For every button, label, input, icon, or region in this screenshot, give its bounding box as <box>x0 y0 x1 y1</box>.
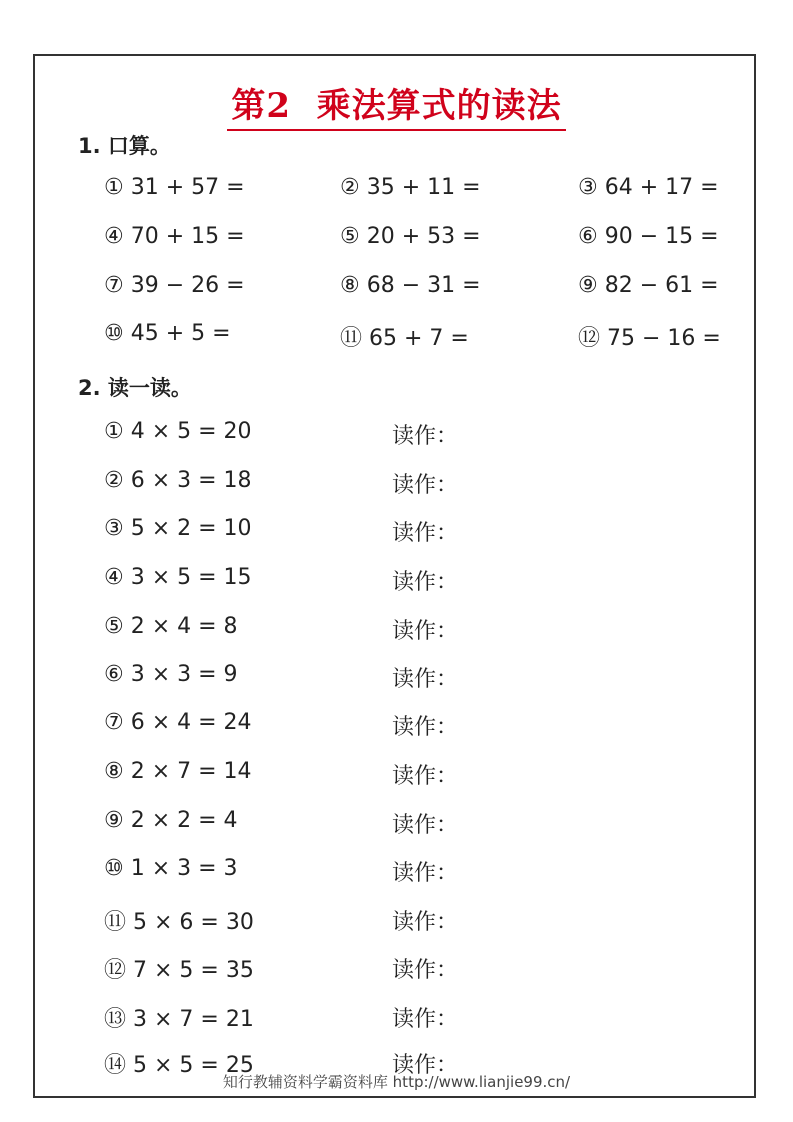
read-label: 读作： <box>392 521 459 546</box>
read-label: 读作： <box>392 619 459 644</box>
read-expression: ⑩ 1 × 3 = 3 <box>104 856 238 881</box>
read-label: 读作： <box>392 813 459 838</box>
read-expression: ⑨ 2 × 2 = 4 <box>104 808 238 833</box>
read-expression: ⑧ 2 × 7 = 14 <box>104 759 252 784</box>
read-label: 读作： <box>392 958 459 983</box>
read-label: 读作： <box>392 861 459 886</box>
read-label: 读作： <box>392 1007 459 1032</box>
calc-item: ① 31 + 57 = <box>104 175 245 200</box>
read-expression: ② 6 × 3 = 18 <box>104 468 252 493</box>
read-expression: ⑦ 6 × 4 = 24 <box>104 710 252 735</box>
calc-item: ② 35 + 11 = <box>340 175 481 200</box>
read-label: 读作： <box>392 424 459 449</box>
calc-item: ④ 70 + 15 = <box>104 224 245 249</box>
read-expression: ④ 3 × 5 = 15 <box>104 565 252 590</box>
read-label: 读作： <box>392 570 459 595</box>
read-expression: ⑤ 2 × 4 = 8 <box>104 614 238 639</box>
section-2-heading: 2. 读一读。 <box>78 376 192 400</box>
read-label: 读作： <box>392 764 459 789</box>
read-expression: ⑬ 3 × 7 = 21 <box>104 1007 254 1032</box>
read-expression: ① 4 × 5 = 20 <box>104 419 252 444</box>
calc-item: ⑥ 90 − 15 = <box>578 224 719 249</box>
read-expression: ⑫ 7 × 5 = 35 <box>104 958 254 983</box>
calc-item: ⑫ 75 − 16 = <box>578 326 721 351</box>
calc-item: ⑧ 68 − 31 = <box>340 273 481 298</box>
calc-item: ③ 64 + 17 = <box>578 175 719 200</box>
read-expression: ⑥ 3 × 3 = 9 <box>104 662 238 687</box>
calc-item: ⑩ 45 + 5 = <box>104 321 231 346</box>
footer-watermark: 知行教辅资料学霸资料库 http://www.lianjie99.cn/ <box>222 1073 571 1091</box>
page-title-text: 第2 乘法算式的读法 <box>227 78 565 131</box>
section-1-heading: 1. 口算。 <box>78 134 171 158</box>
calc-item: ⑨ 82 − 61 = <box>578 273 719 298</box>
read-label: 读作： <box>392 910 459 935</box>
read-expression: ⑭ 5 × 5 = 25 <box>104 1053 254 1078</box>
calc-item: ⑦ 39 − 26 = <box>104 273 245 298</box>
read-label: 读作： <box>392 1053 459 1078</box>
page-title <box>0 78 793 131</box>
read-label: 读作： <box>392 667 459 692</box>
read-expression: ③ 5 × 2 = 10 <box>104 516 252 541</box>
read-expression: ⑪ 5 × 6 = 30 <box>104 910 254 935</box>
calc-item: ⑤ 20 + 53 = <box>340 224 481 249</box>
read-label: 读作： <box>392 473 459 498</box>
calc-item: ⑪ 65 + 7 = <box>340 326 469 351</box>
read-label: 读作： <box>392 715 459 740</box>
